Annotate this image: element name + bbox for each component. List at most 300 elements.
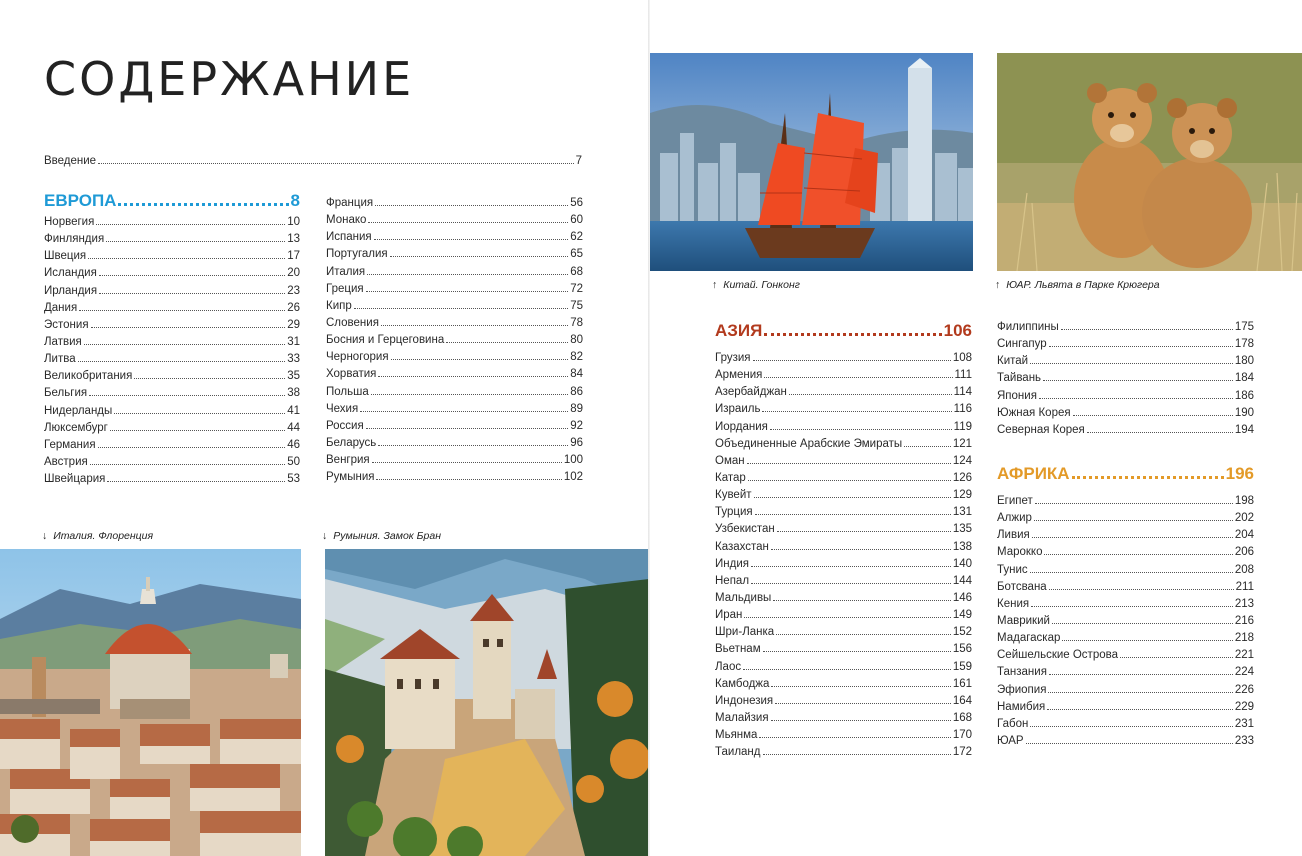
toc-entry[interactable] bbox=[715, 744, 972, 761]
dot-leader bbox=[375, 205, 568, 206]
toc-entry[interactable] bbox=[715, 641, 972, 658]
entry-name: Тунис bbox=[997, 563, 1028, 576]
entry-page: 172 bbox=[952, 746, 972, 759]
entry-page: 152 bbox=[952, 626, 972, 639]
dot-leader bbox=[1026, 743, 1233, 744]
dot-leader bbox=[771, 549, 951, 550]
dot-leader bbox=[118, 203, 288, 206]
entry-page: 41 bbox=[287, 404, 300, 417]
entry-name: Австрия bbox=[44, 455, 88, 468]
entry-name: Швейцария bbox=[44, 473, 106, 486]
entry-name: Южная Корея bbox=[997, 406, 1071, 419]
toc-entry[interactable] bbox=[326, 298, 583, 315]
dot-leader bbox=[378, 376, 568, 377]
entry-name: Норвегия bbox=[44, 216, 95, 228]
section-page: 106 bbox=[943, 321, 972, 340]
entry-name: Мадагаскар bbox=[997, 632, 1061, 645]
entry-name: Мальдивы bbox=[715, 591, 772, 604]
entry-name: Китай bbox=[997, 355, 1029, 368]
toc-entry[interactable] bbox=[715, 727, 972, 744]
entry-name: Бельгия bbox=[44, 387, 88, 400]
entry-name: Вьетнам bbox=[715, 643, 761, 656]
toc-entry[interactable] bbox=[715, 521, 972, 538]
dot-leader bbox=[90, 464, 285, 465]
dot-leader bbox=[99, 275, 285, 276]
entry-name: Камбоджа bbox=[715, 677, 770, 690]
entry-name: Испания bbox=[326, 231, 372, 244]
toc-entry[interactable] bbox=[715, 436, 972, 453]
asia-column-1 bbox=[715, 318, 972, 761]
toc-entry[interactable] bbox=[715, 419, 972, 436]
entry-page: 138 bbox=[952, 540, 972, 553]
dot-leader bbox=[1047, 709, 1233, 710]
entry-page: 202 bbox=[1234, 512, 1254, 525]
toc-entry[interactable] bbox=[715, 350, 972, 367]
africa-column bbox=[997, 461, 1254, 750]
entry-page: 121 bbox=[952, 437, 972, 450]
toc-entry[interactable] bbox=[44, 214, 300, 231]
entry-page: 146 bbox=[952, 591, 972, 604]
entry-page: 233 bbox=[1234, 734, 1254, 747]
dot-leader bbox=[1034, 520, 1233, 521]
entry-page: 213 bbox=[1234, 597, 1254, 610]
entry-name: Объединенные Арабские Эмираты bbox=[715, 437, 903, 450]
entry-page: 29 bbox=[287, 318, 300, 331]
entry-name: Грузия bbox=[715, 352, 751, 364]
toc-entry[interactable] bbox=[44, 248, 300, 265]
toc-entry[interactable] bbox=[326, 212, 583, 229]
entry-name: Венгрия bbox=[326, 454, 370, 467]
toc-entry[interactable] bbox=[44, 420, 300, 437]
entry-name: Мьянма bbox=[715, 729, 758, 742]
entry-page: 186 bbox=[1234, 389, 1254, 402]
dot-leader bbox=[748, 480, 951, 481]
entry-name: Польша bbox=[326, 385, 369, 398]
dot-leader bbox=[360, 411, 568, 412]
toc-entry[interactable] bbox=[997, 647, 1254, 664]
toc-entry[interactable] bbox=[715, 676, 972, 693]
entry-page: 180 bbox=[1234, 355, 1254, 368]
dot-leader bbox=[775, 703, 951, 704]
dot-leader bbox=[378, 445, 568, 446]
toc-entry[interactable] bbox=[715, 384, 972, 401]
dot-leader bbox=[446, 342, 568, 343]
entry-page: 126 bbox=[952, 471, 972, 484]
toc-entry[interactable] bbox=[326, 469, 583, 486]
entry-name: Черногория bbox=[326, 351, 389, 364]
dot-leader bbox=[91, 327, 286, 328]
entry-page: 168 bbox=[952, 711, 972, 724]
entry-page: 114 bbox=[953, 386, 972, 399]
entry-name: Оман bbox=[715, 454, 745, 467]
entry-name: Финляндия bbox=[44, 233, 105, 246]
entry-page: 26 bbox=[287, 301, 300, 314]
toc-entry[interactable] bbox=[44, 265, 300, 282]
dot-leader bbox=[1061, 329, 1233, 330]
entry-name: ЮАР bbox=[997, 734, 1024, 747]
dot-leader bbox=[1087, 432, 1233, 433]
toc-entry[interactable] bbox=[326, 264, 583, 281]
toc-entry[interactable] bbox=[997, 527, 1254, 544]
entry-name: Беларусь bbox=[326, 436, 377, 449]
toc-entry[interactable] bbox=[715, 401, 972, 418]
toc-entry[interactable] bbox=[997, 353, 1254, 370]
dot-leader bbox=[755, 514, 951, 515]
arrow-up-icon: ↑ bbox=[995, 279, 1001, 291]
entry-name: Маврикий bbox=[997, 614, 1050, 627]
entry-name: Греция bbox=[326, 282, 364, 295]
entry-name: Швеция bbox=[44, 250, 87, 263]
toc-entry[interactable] bbox=[997, 579, 1254, 596]
dot-leader bbox=[770, 429, 952, 430]
entry-page: 7 bbox=[575, 155, 582, 167]
dot-leader bbox=[776, 634, 951, 635]
toc-entry[interactable] bbox=[326, 401, 583, 418]
entry-page: 211 bbox=[1235, 580, 1254, 593]
toc-entry[interactable] bbox=[997, 562, 1254, 579]
toc-entry[interactable] bbox=[997, 630, 1254, 647]
photo-florence bbox=[0, 549, 301, 856]
caption-text: ЮАР. Львята в Парке Крюгера bbox=[1006, 279, 1160, 291]
toc-entry[interactable] bbox=[997, 682, 1254, 699]
entry-page: 89 bbox=[570, 402, 583, 415]
entry-name: Азербайджан bbox=[715, 386, 787, 399]
photo-caption-china bbox=[712, 279, 800, 291]
entry-name: Северная Корея bbox=[997, 423, 1085, 436]
entry-name: Таиланд bbox=[715, 746, 761, 759]
toc-entry[interactable] bbox=[326, 195, 583, 212]
entry-page: 44 bbox=[287, 421, 300, 434]
toc-entry[interactable] bbox=[44, 368, 300, 385]
entry-name: Словения bbox=[326, 316, 379, 329]
dot-leader bbox=[354, 308, 568, 309]
europe-column-1 bbox=[44, 188, 300, 488]
toc-entry[interactable] bbox=[715, 573, 972, 590]
toc-entry[interactable] bbox=[44, 317, 300, 334]
section-page: 196 bbox=[1225, 464, 1254, 483]
entry-page: 175 bbox=[1234, 321, 1254, 333]
intro-entry[interactable] bbox=[44, 153, 582, 170]
photo-bran-castle bbox=[325, 549, 649, 856]
entry-page: 96 bbox=[570, 436, 583, 449]
entry-name: Кения bbox=[997, 597, 1030, 610]
entry-page: 10 bbox=[287, 216, 300, 228]
dot-leader bbox=[744, 617, 950, 618]
entry-page: 60 bbox=[570, 214, 583, 227]
entry-page: 178 bbox=[1234, 338, 1254, 351]
dot-leader bbox=[747, 463, 951, 464]
toc-entry[interactable] bbox=[997, 733, 1254, 750]
dot-leader bbox=[367, 274, 568, 275]
entry-name: Монако bbox=[326, 214, 367, 227]
entry-page: 170 bbox=[952, 729, 972, 742]
toc-entry[interactable] bbox=[44, 454, 300, 471]
photo-caption-italy bbox=[42, 530, 153, 542]
toc-entry[interactable] bbox=[326, 349, 583, 366]
entry-page: 78 bbox=[570, 316, 583, 329]
entry-page: 62 bbox=[570, 231, 583, 244]
entry-page: 208 bbox=[1234, 563, 1254, 576]
entry-name: Сингапур bbox=[997, 338, 1047, 351]
entry-page: 20 bbox=[287, 267, 300, 280]
toc-entry[interactable] bbox=[997, 510, 1254, 527]
toc-entry[interactable] bbox=[997, 405, 1254, 422]
entry-name: Ирландия bbox=[44, 284, 98, 297]
toc-entry[interactable] bbox=[715, 659, 972, 676]
section-heading-africa[interactable] bbox=[997, 461, 1254, 487]
entry-page: 124 bbox=[952, 454, 972, 467]
entry-page: 218 bbox=[1234, 632, 1254, 645]
caption-text: Румыния. Замок Бран bbox=[333, 530, 441, 542]
entry-name: Габон bbox=[997, 717, 1029, 730]
section-title: ЕВРОПА bbox=[44, 191, 117, 210]
dot-leader bbox=[371, 394, 568, 395]
entry-page: 72 bbox=[570, 282, 583, 295]
entry-page: 229 bbox=[1234, 700, 1254, 713]
toc-entry[interactable] bbox=[44, 283, 300, 300]
entry-page: 161 bbox=[952, 677, 972, 690]
toc-entry[interactable] bbox=[715, 693, 972, 710]
entry-name: Иордания bbox=[715, 420, 768, 433]
entry-page: 17 bbox=[287, 250, 300, 263]
toc-entry[interactable] bbox=[715, 453, 972, 470]
entry-name: Намибия bbox=[997, 700, 1046, 713]
entry-name: Израиль bbox=[715, 403, 761, 416]
entry-page: 86 bbox=[570, 385, 583, 398]
entry-page: 149 bbox=[952, 609, 972, 622]
toc-entry[interactable] bbox=[997, 370, 1254, 387]
dot-leader bbox=[1052, 623, 1233, 624]
entry-name: Филиппины bbox=[997, 321, 1059, 333]
entry-page: 226 bbox=[1234, 683, 1254, 696]
dot-leader bbox=[1120, 657, 1233, 658]
entry-page: 119 bbox=[953, 420, 972, 433]
dot-leader bbox=[106, 241, 285, 242]
photo-hong-kong bbox=[650, 53, 973, 271]
entry-page: 206 bbox=[1234, 546, 1254, 559]
dot-leader bbox=[763, 651, 951, 652]
toc-entry[interactable] bbox=[326, 246, 583, 263]
entry-page: 35 bbox=[287, 370, 300, 383]
entry-name: Армения bbox=[715, 369, 763, 382]
toc-entry[interactable] bbox=[997, 388, 1254, 405]
entry-page: 102 bbox=[563, 471, 583, 484]
entry-page: 216 bbox=[1234, 614, 1254, 627]
dot-leader bbox=[771, 686, 950, 687]
entry-page: 135 bbox=[952, 523, 972, 536]
entry-page: 231 bbox=[1234, 717, 1254, 730]
dot-leader bbox=[368, 222, 568, 223]
entry-page: 156 bbox=[952, 643, 972, 656]
entry-name: Ботсвана bbox=[997, 580, 1047, 593]
toc-entry[interactable] bbox=[997, 336, 1254, 353]
toc-entry[interactable] bbox=[326, 332, 583, 349]
toc-entry[interactable] bbox=[44, 437, 300, 454]
dot-leader bbox=[1030, 572, 1233, 573]
toc-entry[interactable] bbox=[44, 231, 300, 248]
europe-column-2 bbox=[326, 195, 583, 486]
dot-leader bbox=[84, 344, 285, 345]
toc-entry[interactable] bbox=[44, 385, 300, 402]
entry-name: Лаос bbox=[715, 660, 742, 673]
entry-page: 190 bbox=[1234, 406, 1254, 419]
entry-page: 194 bbox=[1234, 423, 1254, 436]
entry-name: Германия bbox=[44, 438, 96, 451]
dot-leader bbox=[762, 411, 951, 412]
entry-name: Люксембург bbox=[44, 421, 108, 434]
dot-leader bbox=[366, 291, 569, 292]
toc-entry[interactable] bbox=[715, 367, 972, 384]
dot-leader bbox=[1073, 415, 1233, 416]
toc-entry[interactable] bbox=[44, 300, 300, 317]
caption-text: Китай. Гонконг bbox=[723, 279, 800, 291]
toc-entry[interactable] bbox=[44, 403, 300, 420]
entry-name: Нидерланды bbox=[44, 404, 113, 417]
section-title: АФРИКА bbox=[997, 464, 1070, 483]
toc-entry[interactable] bbox=[44, 351, 300, 368]
entry-page: 68 bbox=[570, 265, 583, 278]
toc-entry[interactable] bbox=[715, 710, 972, 727]
toc-entry[interactable] bbox=[326, 281, 583, 298]
dot-leader bbox=[764, 377, 952, 378]
entry-page: 31 bbox=[287, 335, 300, 348]
entry-page: 13 bbox=[287, 233, 300, 246]
entry-name: Катар bbox=[715, 471, 746, 484]
toc-entry[interactable] bbox=[44, 471, 300, 488]
section-page: 8 bbox=[290, 191, 300, 210]
dot-leader bbox=[78, 361, 286, 362]
dot-leader bbox=[759, 737, 950, 738]
dot-leader bbox=[789, 394, 952, 395]
dot-leader bbox=[1032, 537, 1233, 538]
entry-name: Кипр bbox=[326, 299, 352, 312]
entry-page: 65 bbox=[570, 248, 583, 261]
dot-leader bbox=[366, 428, 568, 429]
dot-leader bbox=[98, 447, 286, 448]
entry-name: Чехия bbox=[326, 402, 359, 415]
toc-entry[interactable] bbox=[715, 607, 972, 624]
toc-entry[interactable] bbox=[997, 422, 1254, 439]
caption-text: Италия. Флоренция bbox=[53, 530, 154, 542]
entry-name: Хорватия bbox=[326, 368, 377, 381]
toc-entry[interactable] bbox=[326, 315, 583, 332]
entry-page: 80 bbox=[570, 334, 583, 347]
entry-name: Литва bbox=[44, 353, 76, 366]
toc-entry[interactable] bbox=[997, 319, 1254, 336]
toc-entry[interactable] bbox=[997, 699, 1254, 716]
entry-name: Индия bbox=[715, 557, 749, 570]
toc-entry[interactable] bbox=[715, 470, 972, 487]
toc-entry[interactable] bbox=[326, 229, 583, 246]
dot-leader bbox=[1049, 346, 1233, 347]
entry-name: Турция bbox=[715, 506, 753, 519]
entry-page: 23 bbox=[287, 284, 300, 297]
entry-page: 129 bbox=[952, 489, 972, 502]
dot-leader bbox=[1030, 363, 1233, 364]
toc-entry[interactable] bbox=[997, 493, 1254, 510]
dot-leader bbox=[88, 258, 285, 259]
toc-entry[interactable] bbox=[326, 366, 583, 383]
entry-name: Алжир bbox=[997, 512, 1032, 525]
entry-name: Ливия bbox=[997, 529, 1030, 542]
entry-name: Узбекистан bbox=[715, 523, 775, 536]
toc-entry[interactable] bbox=[326, 418, 583, 435]
entry-page: 159 bbox=[952, 660, 972, 673]
toc-entry[interactable] bbox=[326, 435, 583, 452]
dot-leader bbox=[372, 462, 562, 463]
entry-name: Латвия bbox=[44, 335, 82, 348]
toc-entry[interactable] bbox=[715, 590, 972, 607]
entry-page: 75 bbox=[570, 299, 583, 312]
dot-leader bbox=[390, 256, 569, 257]
entry-page: 184 bbox=[1234, 372, 1254, 385]
dot-leader bbox=[99, 293, 285, 294]
toc-entry[interactable] bbox=[997, 716, 1254, 733]
dot-leader bbox=[391, 359, 569, 360]
toc-entry[interactable] bbox=[715, 539, 972, 556]
toc-entry[interactable] bbox=[997, 613, 1254, 630]
dot-leader bbox=[773, 600, 950, 601]
dot-leader bbox=[771, 720, 951, 721]
dot-leader bbox=[1049, 674, 1233, 675]
toc-entry[interactable] bbox=[997, 664, 1254, 681]
toc-entry[interactable] bbox=[326, 384, 583, 401]
section-heading-europe[interactable] bbox=[44, 188, 300, 214]
entry-page: 50 bbox=[287, 455, 300, 468]
entry-page: 144 bbox=[952, 574, 972, 587]
entry-page: 224 bbox=[1234, 666, 1254, 679]
dot-leader bbox=[79, 310, 285, 311]
left-page bbox=[0, 0, 649, 856]
dot-leader bbox=[96, 224, 285, 225]
entry-name: Дания bbox=[44, 301, 78, 314]
dot-leader bbox=[764, 333, 941, 336]
entry-name: Малайзия bbox=[715, 711, 769, 724]
entry-page: 131 bbox=[952, 506, 972, 519]
dot-leader bbox=[107, 481, 285, 482]
entry-name: Португалия bbox=[326, 248, 388, 261]
arrow-down-icon: ↓ bbox=[42, 530, 48, 542]
dot-leader bbox=[751, 583, 951, 584]
arrow-down-icon: ↓ bbox=[322, 530, 328, 542]
dot-leader bbox=[134, 378, 285, 379]
dot-leader bbox=[1043, 380, 1233, 381]
entry-page: 164 bbox=[952, 694, 972, 707]
toc-entry[interactable] bbox=[326, 452, 583, 469]
dot-leader bbox=[751, 566, 951, 567]
section-title: АЗИЯ bbox=[715, 321, 763, 340]
entry-name: Исландия bbox=[44, 267, 97, 280]
dot-leader bbox=[1035, 503, 1233, 504]
entry-name: Япония bbox=[997, 389, 1037, 402]
dot-leader bbox=[381, 325, 568, 326]
entry-page: 198 bbox=[1234, 495, 1254, 507]
toc-entry[interactable] bbox=[997, 596, 1254, 613]
entry-page: 111 bbox=[954, 369, 972, 382]
toc-entry[interactable] bbox=[715, 487, 972, 504]
toc-entry[interactable] bbox=[715, 624, 972, 641]
toc-entry[interactable] bbox=[715, 556, 972, 573]
toc-entry[interactable] bbox=[997, 544, 1254, 561]
section-heading-asia[interactable] bbox=[715, 318, 972, 344]
toc-entry[interactable] bbox=[44, 334, 300, 351]
dot-leader bbox=[1044, 554, 1232, 555]
entry-name: Франция bbox=[326, 197, 374, 209]
entry-page: 38 bbox=[287, 387, 300, 400]
entry-name: Румыния bbox=[326, 471, 375, 484]
toc-entry[interactable] bbox=[715, 504, 972, 521]
photo-lion-cubs bbox=[997, 53, 1302, 271]
